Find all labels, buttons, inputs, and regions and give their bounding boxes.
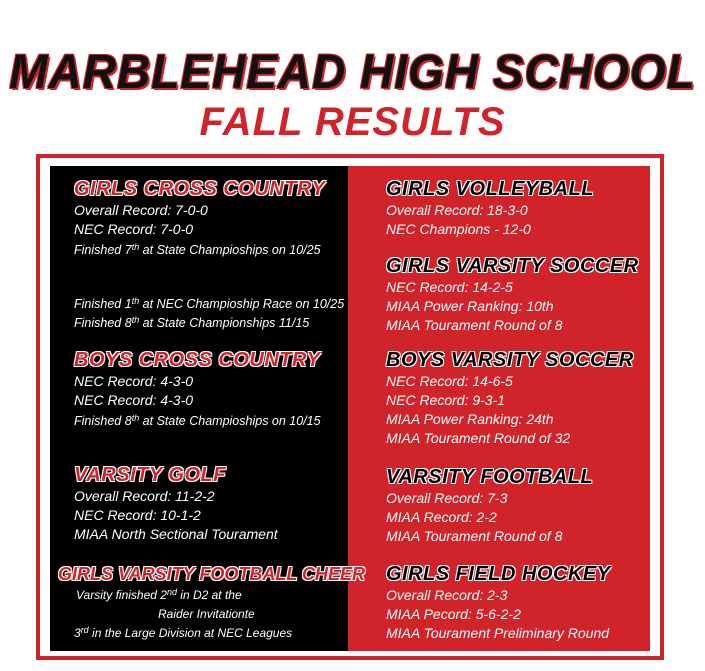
boys-soccer-heading: BOYS VARSITY SOCCER — [386, 349, 634, 371]
golf-overall: Overall Record: 11-2-2 — [74, 488, 215, 504]
boys-xc-line1: NEC Record: 4-3-0 — [74, 373, 194, 389]
boys-xc-state: Finished 8th at State Champioships on 10/15 — [74, 413, 321, 428]
boys-xc-line2: NEC Record: 4-3-0 — [74, 392, 194, 408]
golf-nec: NEC Record: 10-1-2 — [74, 507, 201, 523]
cheer-line2: Raider Invitationte — [158, 607, 255, 621]
girls-volleyball-heading: GIRLS VOLLEYBALL — [386, 178, 594, 200]
girls-soccer-tourney: MIAA Tourament Round of 8 — [386, 317, 563, 333]
girls-xc-nec: NEC Record: 7-0-0 — [74, 221, 194, 237]
page-subtitle: FALL RESULTS — [199, 100, 506, 144]
field-hockey-tourney: MIAA Tourament Preliminary Round — [386, 625, 610, 641]
boys-soccer-nec1: NEC Record: 14-6-5 — [386, 373, 513, 389]
girls-xc-overall: Overall Record: 7-0-0 — [74, 202, 208, 218]
varsity-football-heading: VARSITY FOOTBALL — [386, 466, 594, 488]
girls-xc-state: Finished 7th at State Champioships on 10/25 — [74, 242, 321, 257]
golf-miaa: MIAA North Sectional Tourament — [74, 526, 278, 542]
football-tourney: MIAA Tourament Round of 8 — [386, 528, 563, 544]
boys-soccer-section — [386, 348, 634, 448]
boys-soccer-ranking: MIAA Power Ranking: 24th — [386, 411, 554, 427]
girls-volleyball-section — [386, 177, 594, 239]
girls-soccer-nec: NEC Record: 14-2-5 — [386, 279, 513, 295]
cheer-line3: 3rd in the Large Division at NEC Leagues — [74, 625, 293, 640]
field-hockey-overall: Overall Record: 2-3 — [386, 587, 508, 603]
varsity-football-section — [386, 465, 593, 546]
volleyball-overall: Overall Record: 18-3-0 — [386, 202, 528, 218]
girls-cross-country-section — [74, 177, 325, 260]
field-hockey-miaa: MIAA Pecord: 5-6-2-2 — [386, 606, 521, 622]
girls-cheer-heading: GIRLS VARSITY FOOTBALL CHEER — [58, 564, 366, 584]
girls-soccer-section — [386, 254, 639, 335]
varsity-golf-section — [74, 463, 278, 544]
football-miaa: MIAA Record: 2-2 — [386, 509, 497, 525]
boys-cross-country-section — [74, 348, 321, 431]
cheer-line1: Varsity finished 2nd in D2 at the — [76, 587, 242, 602]
girls-xc-state2: Finished 8th at State Championships 11/15 — [74, 315, 310, 330]
boys-soccer-tourney: MIAA Tourament Round of 32 — [386, 430, 571, 446]
girls-cross-country-heading: GIRLS CROSS COUNTRY — [74, 178, 326, 200]
boys-soccer-nec2: NEC Record: 9-3-1 — [386, 392, 506, 408]
girls-soccer-heading: GIRLS VARSITY SOCCER — [386, 255, 639, 277]
girls-cheer-section — [58, 562, 365, 643]
varsity-golf-heading: VARSITY GOLF — [74, 464, 226, 486]
girls-field-hockey-heading: GIRLS FIELD HOCKEY — [386, 563, 611, 585]
girls-xc-nec-race: Finished 1th at NEC Champioship Race on 10/25 — [74, 296, 345, 311]
girls-cross-country-results — [74, 295, 344, 333]
girls-soccer-ranking: MIAA Power Ranking: 10th — [386, 298, 554, 314]
football-overall: Overall Record: 7-3 — [386, 490, 508, 506]
girls-field-hockey-section — [386, 562, 611, 643]
boys-cross-country-heading: BOYS CROSS COUNTRY — [74, 349, 321, 371]
volleyball-nec: NEC Champions - 12-0 — [386, 221, 531, 237]
page-title: MARBLEHEAD HIGH SCHOOL — [9, 43, 696, 99]
